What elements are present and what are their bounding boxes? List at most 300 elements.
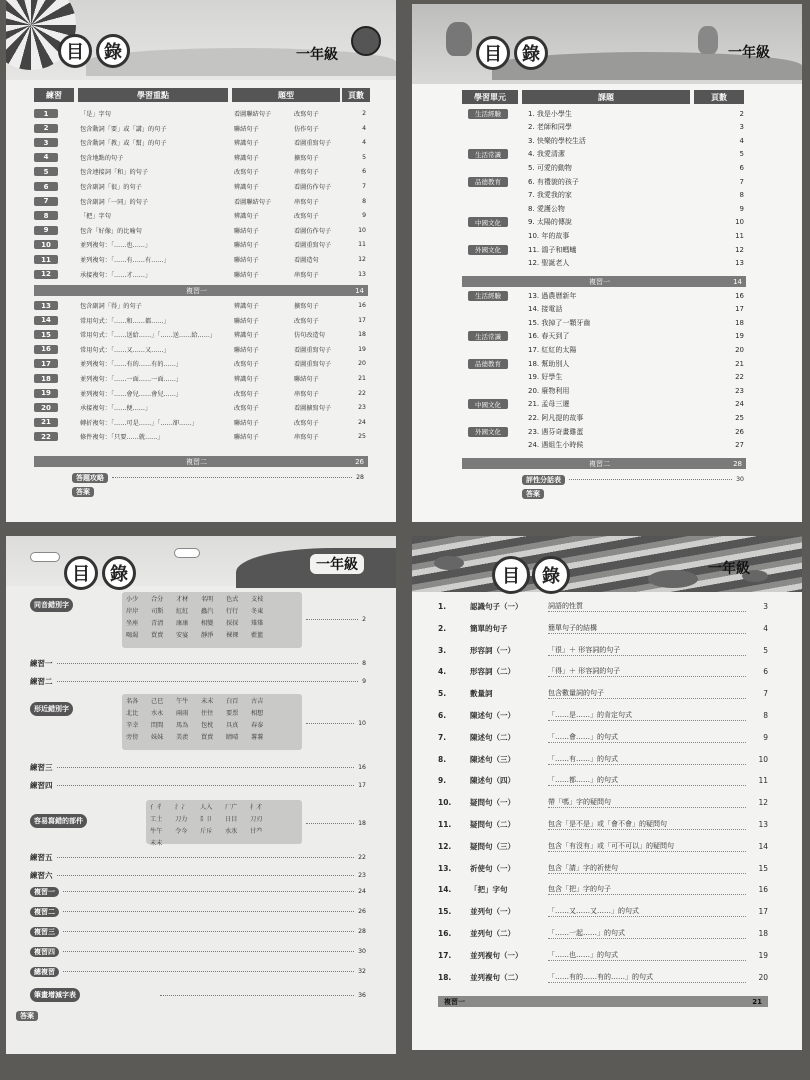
exercise-focus: 常用句式：「……又……又……」	[80, 346, 170, 354]
lesson-row	[438, 883, 768, 896]
lesson-row	[468, 304, 744, 315]
col-header-page: 頁數	[342, 88, 370, 102]
lesson-title: 1. 我是小學生	[528, 109, 572, 118]
score-row	[522, 474, 744, 485]
col-header-page: 頁數	[694, 90, 744, 104]
toc-row	[30, 780, 366, 791]
exercise-page: 24	[358, 418, 366, 426]
section-homophone: 同音錯別字	[30, 598, 73, 612]
lesson-page: 19	[758, 950, 768, 960]
char-pair: 小少	[126, 596, 139, 603]
lesson-row	[438, 731, 768, 744]
lesson-title: 20. 廢物利用	[528, 386, 570, 395]
exercise-page: 13	[358, 270, 366, 278]
lesson-page: 3	[739, 123, 744, 132]
exercise-number: 3	[34, 138, 58, 147]
lesson-title: 12. 聖誕老人	[528, 259, 570, 268]
char-pair: 令今	[175, 828, 188, 835]
lesson-title: 疑問句（一）	[470, 798, 515, 808]
review1-label: 複習一	[444, 997, 465, 1006]
char-pair: 阝卩	[200, 816, 213, 823]
exercise-focus: 並列複句：「……有的……有的……」	[80, 361, 183, 369]
exercise-type-1: 看圖聯結句子	[234, 198, 272, 206]
exercise-page: 20	[358, 360, 366, 368]
unit-cell	[468, 245, 518, 255]
review2-bar	[34, 456, 368, 467]
title-char-2: 錄	[532, 556, 570, 594]
unit-cell	[468, 331, 518, 341]
lesson-row	[468, 331, 744, 342]
lesson-row	[468, 230, 744, 241]
lesson-row	[468, 122, 744, 133]
exercise-row	[34, 431, 368, 442]
lesson-title: 陳述句（二）	[470, 732, 515, 742]
toc-label: 複習一	[30, 887, 59, 897]
char-pair: 水氷	[225, 828, 238, 835]
lesson-page: 21	[735, 359, 744, 368]
lesson-title: 並列句（一）	[470, 907, 515, 917]
review1-label: 複習一	[186, 286, 208, 295]
exercise-type-1: 辨識句子	[234, 154, 259, 162]
char-pair: 刀刃	[250, 816, 263, 823]
exercise-row	[34, 108, 368, 119]
toc-row	[30, 926, 366, 937]
exercise-type-2: 串寫句子	[294, 169, 319, 177]
lesson-title: 15. 我掉了一顆牙齒	[528, 318, 591, 327]
exercise-focus: 承接複句：「……便……」	[80, 405, 152, 413]
exercise-type-1: 改寫句子	[234, 390, 259, 398]
exercise-type-2: 串寫句子	[294, 271, 319, 279]
lesson-row	[468, 162, 744, 173]
char-pair: 睛晴	[226, 734, 239, 741]
char-pair: 買賣	[151, 632, 164, 639]
lesson-row	[468, 344, 744, 355]
lesson-page: 14	[758, 841, 768, 851]
lesson-page: 2	[739, 109, 744, 118]
exercise-row	[34, 254, 368, 265]
char-pair: 午牛	[176, 698, 189, 705]
char-pair: 兩雨	[176, 710, 189, 717]
lesson-row	[468, 149, 744, 160]
exercise-focus: 常用句式：「……送給……」「……送……給……」	[80, 332, 217, 340]
lesson-title: 4. 我愛清潔	[528, 150, 565, 159]
exercise-type-2: 串寫句子	[294, 390, 319, 398]
section-stroke-page-row	[156, 990, 366, 1001]
unit-tag: 品德教育	[468, 359, 508, 369]
leader-dots	[57, 875, 355, 876]
lesson-page: 20	[758, 972, 768, 982]
toc-label: 練習三	[30, 763, 53, 772]
exercise-page: 5	[362, 153, 366, 161]
homophone-chars	[122, 592, 302, 648]
char-pair: 未末	[201, 698, 214, 705]
exercise-type-1: 辨識句子	[234, 184, 259, 191]
exercise-number: 9	[34, 226, 58, 235]
char-pair: 具真	[226, 722, 239, 729]
exercise-page: 21	[358, 375, 366, 382]
grade-label: 一年級	[310, 554, 364, 574]
lesson-number: 5.	[438, 689, 447, 699]
lesson-number: 14.	[438, 885, 452, 895]
char-pair: 刀力	[175, 816, 188, 823]
char-pair: 未末	[150, 840, 163, 847]
lesson-row	[468, 358, 744, 369]
char-pair: 氵冫	[175, 804, 188, 811]
exercise-type-1: 聯結句子	[234, 419, 259, 427]
col-header-unit: 學習單元	[462, 90, 518, 104]
lesson-row	[438, 644, 768, 657]
lesson-title: 形容詞（一）	[470, 645, 515, 655]
exercise-type-1: 辨識句子	[234, 332, 259, 340]
exercise-type-2: 看圖重寫句子	[294, 140, 332, 148]
unit-tag: 生活常識	[468, 149, 508, 159]
char-pair: 行行	[226, 608, 239, 615]
exercise-page: 16	[358, 302, 366, 309]
lesson-row	[438, 818, 768, 831]
char-pair: 扌才	[250, 804, 263, 811]
char-pair: 辛幸	[126, 722, 139, 729]
lesson-page: 24	[735, 400, 744, 409]
lesson-number: 12.	[438, 841, 452, 851]
review1-page: 14	[355, 286, 364, 295]
lesson-page: 23	[735, 386, 744, 395]
toc-row	[30, 906, 366, 917]
char-pair: 名明	[201, 596, 214, 603]
exercise-page: 19	[358, 345, 366, 353]
toc-row	[30, 946, 366, 957]
lesson-title: 疑問句（三）	[470, 841, 515, 851]
score-label: 評性分話表	[522, 475, 565, 485]
exercise-number: 21	[34, 418, 58, 427]
exercise-number: 11	[34, 255, 58, 264]
lesson-page: 8	[739, 191, 744, 200]
answers-row	[522, 488, 602, 499]
exercise-row	[34, 300, 368, 311]
exercise-type-2: 看圖仿作句子	[294, 184, 332, 191]
toc-label: 複習三	[30, 927, 59, 937]
exercise-row	[34, 344, 368, 355]
lesson-row	[438, 622, 768, 635]
lesson-desc: 簡單句子的結構	[548, 623, 746, 634]
toc-page: 26	[358, 908, 366, 915]
exercise-focus: 包含動詞「教」或「幫」的句子	[80, 140, 167, 148]
grade-label: 一年級	[728, 45, 770, 61]
lesson-row	[438, 665, 768, 678]
lesson-desc: 包含「把」字的句子	[548, 884, 746, 895]
exercise-focus: 包含副詞「得」的句子	[80, 303, 142, 310]
exercise-focus: 並列複句：「……也……」	[80, 242, 152, 250]
exercise-number: 4	[34, 153, 58, 162]
toc-label: 練習六	[30, 871, 53, 880]
lesson-row	[468, 399, 744, 410]
section-components-page: 18	[358, 820, 366, 827]
leader-dots	[57, 767, 355, 768]
exercise-type-1: 改寫句子	[234, 169, 259, 177]
toc-label: 練習五	[30, 853, 53, 862]
exercise-page: 8	[362, 197, 366, 205]
lesson-page: 20	[735, 345, 744, 354]
lesson-desc: 「……有……」的句式	[548, 754, 746, 765]
toc-page: 24	[358, 888, 366, 895]
exercise-page: 17	[358, 316, 366, 324]
exercise-row	[34, 196, 368, 207]
lesson-page: 19	[735, 332, 744, 341]
exercise-type-2: 看圖仿作句子	[294, 227, 332, 235]
char-pair: 岸岸	[126, 608, 139, 615]
answers-tips-page: 28	[356, 474, 364, 481]
toc-row	[30, 966, 366, 977]
lesson-title: 6. 有禮貌的孩子	[528, 177, 579, 186]
leader-dots	[57, 785, 355, 786]
lesson-title: 24. 遇組生小時候	[528, 441, 584, 450]
exercise-type-2: 擴寫句子	[294, 303, 319, 310]
char-pair: 薯薯	[251, 734, 264, 741]
lesson-desc: 「……都……」的句式	[548, 775, 746, 786]
lesson-page: 16	[758, 885, 768, 895]
lesson-title: 陳述句（一）	[470, 711, 515, 720]
leader-dots	[63, 931, 354, 932]
char-pair: 藍籃	[251, 632, 264, 639]
unit-tag: 中國文化	[468, 399, 508, 409]
leader-dots	[63, 911, 354, 912]
exercise-type-1: 聯結句子	[234, 434, 259, 442]
fish-icon	[434, 556, 464, 570]
lesson-row	[468, 426, 744, 437]
answers-label: 答案	[72, 487, 94, 497]
lesson-title: 7. 我愛我的家	[528, 191, 572, 200]
char-pair: 水永	[151, 710, 164, 717]
lesson-row	[438, 753, 768, 766]
char-pair: 白百	[226, 698, 239, 705]
lesson-number: 11.	[438, 820, 452, 829]
lesson-row	[438, 862, 768, 875]
char-pair: 春泰	[251, 722, 264, 729]
char-pair: 人入	[200, 804, 213, 811]
exercise-type-2: 擴寫句子	[294, 154, 319, 162]
lesson-row	[438, 949, 768, 962]
lesson-desc: 包含「有沒有」或「可不可以」的疑問句	[548, 841, 746, 852]
exercise-row	[34, 181, 368, 192]
unit-cell	[468, 399, 518, 409]
col-header-exercise: 練習	[34, 88, 74, 102]
exercise-row	[34, 239, 368, 250]
lesson-page: 13	[758, 820, 768, 829]
exercise-number: 7	[34, 197, 58, 206]
exercise-row	[34, 123, 368, 134]
toc-label: 練習四	[30, 781, 53, 790]
exercise-number: 2	[34, 124, 58, 133]
char-pair: 古吉	[251, 698, 264, 705]
lesson-number: 18.	[438, 972, 452, 982]
answers-row	[16, 1010, 96, 1021]
leader-dots	[63, 951, 354, 952]
exercise-number: 15	[34, 330, 58, 339]
toc-page: 28	[358, 928, 366, 935]
lesson-title: 數量詞	[470, 689, 493, 699]
unit-cell	[468, 109, 518, 119]
cloud-icon	[30, 552, 60, 562]
char-pair: 日目	[225, 816, 238, 823]
lesson-desc: 詞語的性質	[548, 601, 746, 612]
lesson-title: 14. 接電話	[528, 305, 563, 314]
lesson-desc: 包含「請」字的祈使句	[548, 863, 746, 874]
exercise-focus: 並列複句：「……有……有……」	[80, 257, 170, 264]
answers-label: 答案	[16, 1011, 38, 1021]
ball-icon	[351, 26, 381, 56]
lesson-title: 3. 快樂的學校生活	[528, 136, 586, 145]
answers-tips-row	[72, 472, 364, 483]
exercise-type-1: 聯結句子	[234, 242, 259, 250]
exercise-focus: 並列複句：「……會兒……會兒……」	[80, 390, 183, 398]
lesson-page: 5	[739, 150, 744, 159]
lesson-title: 2. 老師和同學	[528, 123, 572, 132]
char-pair: 蟲汽	[201, 608, 214, 615]
lesson-title: 並列複句（二）	[470, 972, 523, 982]
lesson-title: 簡單的句子	[470, 623, 508, 633]
char-pair: 包枕	[201, 722, 214, 729]
toc-label: 練習二	[30, 677, 53, 686]
char-pair: 喝渴	[126, 632, 139, 639]
lesson-title: 23. 遇芬奇畫雞蛋	[528, 427, 584, 436]
exercise-type-2: 改寫句子	[294, 213, 319, 221]
col-header-type: 題型	[232, 88, 340, 102]
exercise-number: 6	[34, 182, 58, 191]
leader-dots	[63, 971, 354, 972]
lesson-row	[468, 217, 744, 228]
lesson-page: 4	[763, 623, 768, 633]
toc-page: 17	[358, 782, 366, 789]
lesson-row	[438, 971, 768, 984]
col-header-topic: 課題	[522, 90, 690, 104]
lesson-desc: 「……有的……有的……」的句式	[548, 972, 746, 983]
lesson-desc: 包含數量詞的句子	[548, 688, 746, 699]
title-char-1: 目	[58, 34, 92, 68]
lesson-row	[438, 905, 768, 918]
exercise-type-2: 串寫句子	[294, 198, 319, 206]
char-pair: 己巳	[151, 698, 164, 705]
lesson-page: 12	[735, 245, 744, 254]
exercise-focus: 轉折複句：「……可是……」「……卻……」	[80, 419, 198, 427]
review2-page: 26	[355, 457, 364, 466]
exercise-number: 22	[34, 432, 58, 441]
lesson-title: 10. 年的故事	[528, 231, 570, 240]
lesson-number: 1.	[438, 602, 447, 611]
lesson-number: 8.	[438, 754, 447, 764]
review1-bar	[438, 996, 768, 1007]
review1-page: 14	[733, 277, 742, 286]
exercise-row	[34, 137, 368, 148]
exercise-page: 4	[362, 139, 366, 147]
char-pair: 斤斥	[200, 828, 213, 835]
exercise-number: 20	[34, 403, 58, 412]
lesson-row	[438, 840, 768, 853]
char-pair: 相想	[251, 710, 264, 717]
leader-dots	[63, 891, 354, 892]
char-pair: 冬東	[251, 608, 264, 615]
exercise-page: 12	[358, 256, 366, 263]
toc-label: 複習四	[30, 947, 59, 957]
char-pair: 支枝	[251, 596, 264, 603]
lesson-page: 4	[739, 136, 744, 145]
toc-label: 複習二	[30, 907, 59, 917]
lesson-row	[468, 317, 744, 328]
lesson-page: 6	[763, 667, 768, 677]
lesson-row	[468, 258, 744, 269]
exercise-row	[34, 166, 368, 177]
lesson-number: 7.	[438, 732, 447, 742]
exercise-focus: 包含連接詞「和」的句子	[80, 169, 149, 177]
exercise-number: 17	[34, 359, 58, 368]
unit-tag: 生活經驗	[468, 291, 508, 301]
char-pair: 旁傍	[126, 734, 139, 741]
lesson-row	[438, 927, 768, 940]
lesson-title: 疑問句（二）	[470, 820, 515, 829]
lesson-page: 10	[758, 754, 768, 764]
toc-row	[30, 676, 366, 687]
cloud-icon	[174, 548, 200, 558]
char-pair: 妹妹	[151, 734, 164, 741]
toc-label: 總複習	[30, 967, 59, 977]
char-pair: 才材	[176, 596, 189, 603]
leader-dots	[57, 857, 355, 858]
lesson-row	[468, 440, 744, 451]
lesson-title: 陳述句（三）	[470, 754, 515, 764]
exercise-type-2: 看圖造句	[294, 257, 319, 264]
similar-shape-chars	[122, 694, 302, 750]
lesson-title: 形容詞（二）	[470, 667, 515, 677]
lesson-page: 6	[739, 163, 744, 172]
lesson-row	[468, 372, 744, 383]
lesson-desc: 「……又……又……」的句式	[548, 906, 746, 917]
lesson-row	[468, 176, 744, 187]
lesson-number: 6.	[438, 711, 447, 720]
review1-page: 21	[752, 997, 762, 1006]
lesson-page: 18	[758, 929, 768, 938]
lesson-desc: 「……也……」的句式	[548, 950, 746, 961]
lesson-number: 16.	[438, 929, 452, 938]
exercise-focus: 包含副詞「很」的句子	[80, 184, 142, 191]
lesson-desc: 「得」＋ 形容詞的句子	[548, 666, 746, 677]
lantern-icon	[446, 22, 472, 56]
review1-label: 複習一	[589, 277, 611, 286]
char-pair: 合分	[151, 596, 164, 603]
char-pair: 要票	[226, 710, 239, 717]
lesson-title: 17. 紅紅的太陽	[528, 345, 577, 354]
exercise-focus: 包含地點的句子	[80, 154, 124, 162]
lesson-title: 「把」字句	[470, 885, 508, 895]
toc-page: 8	[362, 660, 366, 667]
lesson-row	[468, 290, 744, 301]
exercise-row	[34, 315, 368, 326]
exercise-type-2: 仿作句子	[294, 125, 319, 133]
lesson-page: 16	[735, 291, 744, 300]
unit-cell	[468, 427, 518, 437]
unit-cell	[468, 291, 518, 301]
char-pair: 名各	[126, 698, 139, 705]
char-pair: 青清	[151, 620, 164, 627]
lesson-row	[438, 709, 768, 722]
exercise-row	[34, 358, 368, 369]
leader-dots	[57, 663, 359, 664]
exercise-page: 18	[358, 331, 366, 339]
exercise-row	[34, 210, 368, 221]
char-pair: 牛午	[150, 828, 163, 835]
char-pair: 工土	[150, 816, 163, 823]
exercise-focus: 「是」字句	[80, 111, 111, 118]
review2-page: 28	[733, 459, 742, 468]
header-wave	[86, 48, 396, 76]
lesson-title: 16. 春天到了	[528, 332, 570, 341]
